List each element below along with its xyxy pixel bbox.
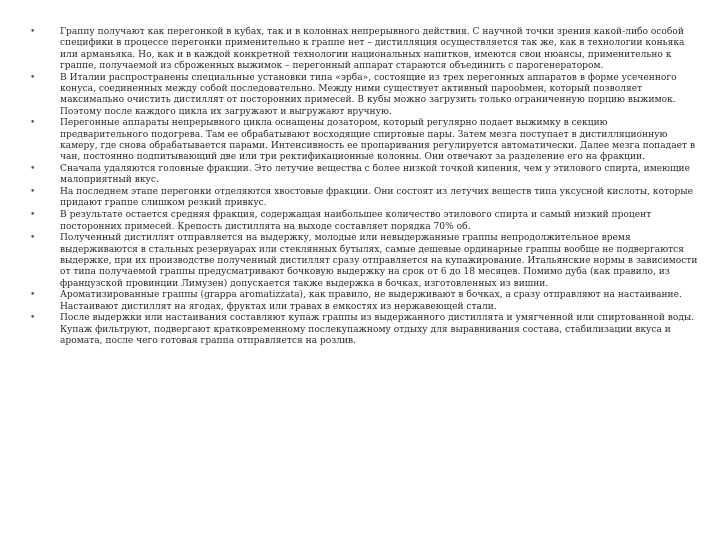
bullet-glyph: • (30, 27, 36, 37)
bullet-text-4: Сначала удаляются головные фракции. Это летучие вещества с более низкой точкой кипения, чем у этилового спирта, имеющие малоприятный вкус. (60, 164, 690, 186)
bullet-item-2 (30, 73, 698, 118)
bullet-item-6 (30, 210, 698, 233)
bullet-item-3 (30, 118, 698, 163)
bullet-item-4 (30, 164, 698, 187)
bullet-text-5: На последнем этапе перегонки отделяются хвостовые фракции. Они состоят из летучих веществ типа уксусной кислоты, которые придают граппе слишком резкий привкус. (60, 187, 693, 209)
bullet-text-3: Перегонные аппараты непрерывного цикла оснащены дозатором, который регулярно подает выжимку в секцию предварительного подогрева. Там ее обрабатывают восходящие спиртовые пары. Затем мезга поступает в дистилляционную камеру, где снова обрабатывается парами. Интенсивность ее пропаривания регулируется автоматически. Далее мезга попадает в чан, постоянно подпитывающий две или три ректификационные колонны. Они отвечают за разделение его на фракции. (60, 118, 696, 163)
bullet-text-2: В Италии распространены специальные установки типа «эрба», состоящие из трех перегонных аппаратов в форме усеченного конуса, соединенных между собой последовательно. Между ними существует активный пароobмен, который позволяет максимально очистить дистиллят от посторонних примесей. В кубы можно загрузить только ограниченную порцию выжимок. Поэтому после каждого цикла их загружают и выгружают вручную. (60, 72, 677, 117)
bullet-list (30, 27, 698, 348)
bullet-glyph: • (30, 164, 36, 175)
bullet-glyph: • (30, 313, 36, 324)
bullet-glyph: • (30, 210, 36, 221)
bullet-text-8: Ароматизированные граппы (grappa aromatizzata), как правило, не выдерживают в бочках, а сразу отправляют на настаивание. Настаивают дистиллят на ягодах, фруктах или травах в емкостях из нержавеющей стали. (60, 290, 682, 312)
bullet-glyph: • (30, 187, 36, 198)
bullet-glyph: • (30, 290, 36, 301)
bullet-text-9: После выдержки или настаивания составляют купаж граппы из выдержанного дистиллята и умягченной или спиртованной воды. Купаж фильтруют, подвергают кратковременному послекупажному отдыху для выравнивания состава, стабилизации вкуса и аромата, после чего готовая граппа отправляется на розлив. (60, 313, 695, 347)
bullet-item-5 (30, 187, 698, 210)
bullet-text-1: Граппу получают как перегонкой в кубах, так и в колоннах непрерывного действия. С научной точки зрения какой-либо особой специфики в процессе перегонки применительно к граппе нет – дистилляция осуществляется так же, как в технологии коньяка или арманьяка. Но, как и в каждой конкретной технологии национальных напитков, имеются свои нюансы, применительно к граппе, получаемой из сброженных выжимок – перегонный аппарат стараются объединить с парогенератором. (60, 27, 685, 71)
bullet-text-7: Полученный дистиллят отправляется на выдержку, молодые или невыдержанные граппы непродолжительное время выдерживаются в стальных резервуарах или стеклянных бутылях, самые дешевые ординарные граппы вообще не подвергаются выдержке, при их производстве полученный дистиллят сразу отправляется на купажирование. Итальянские нормы в зависимости от типа получаемой граппы предусматривают бочковую выдержку на срок от 6 до 18 месяцев. Помимо дуба (как правило, из французской провинции Лимузен) допускается также выдержка в бочках, изготовленных из вишни. (60, 233, 698, 289)
bullet-item-1 (30, 27, 698, 72)
bullet-glyph: • (30, 118, 36, 129)
bullet-text-6: В результате остается средняя фракция, содержащая наибольшее количество этилового спирта и самый низкий процент посторонних примесей. Крепость дистиллята на выходе составляет порядка 70% об. (60, 210, 652, 232)
bullet-item-7 (30, 233, 698, 289)
bullet-glyph: • (30, 72, 36, 83)
bullet-item-9 (30, 313, 698, 347)
bullet-item-8 (30, 290, 698, 313)
bullet-glyph: • (30, 233, 36, 244)
